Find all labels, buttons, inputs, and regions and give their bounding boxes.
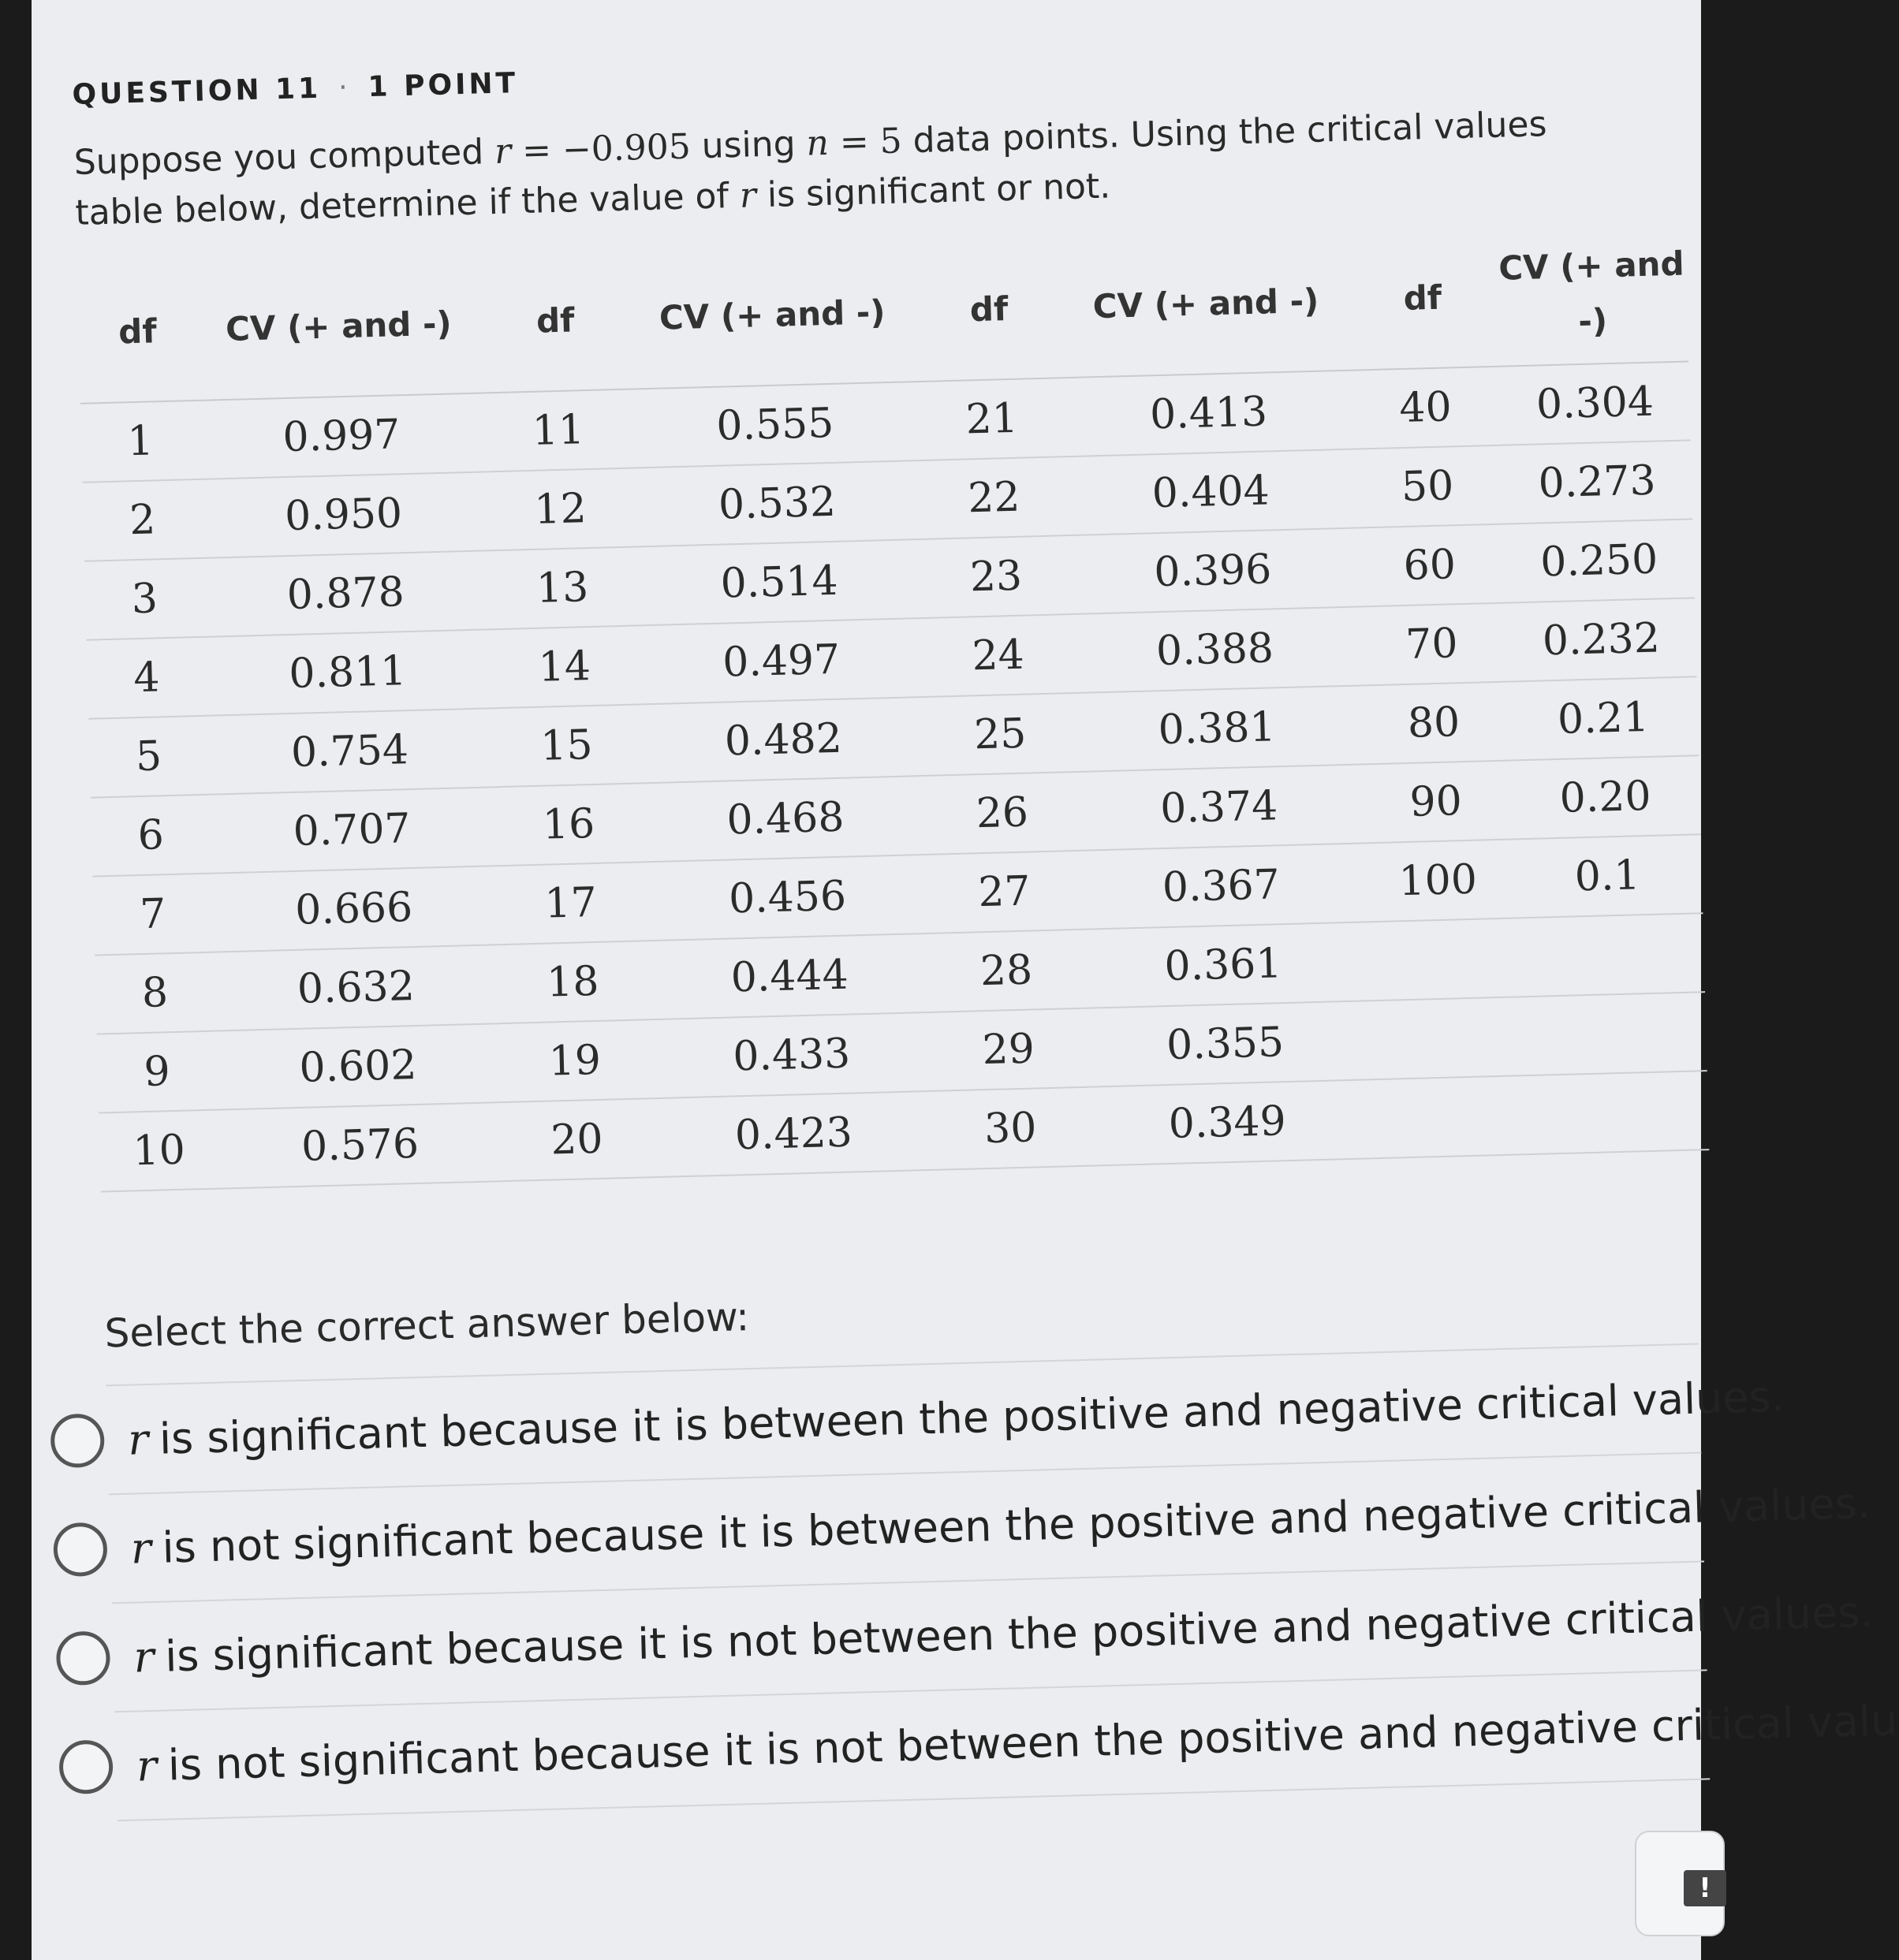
prompt-r-value: −0.905 — [561, 126, 692, 170]
df-cell — [1364, 918, 1517, 1000]
cv-cell: 0.388 — [1072, 607, 1357, 693]
df-cell: 3 — [84, 558, 205, 640]
prompt-text-3: data points. Using the critical values table below, determine if the value of — [74, 104, 1548, 233]
cv-cell: 0.361 — [1080, 922, 1366, 1008]
cv-cell: 0.602 — [215, 1023, 501, 1109]
answer-option-label: is significant because it is between the positive and negative critical values. — [159, 1371, 1785, 1464]
prompt-text-4: is significant or not. — [755, 166, 1111, 216]
cv-cell: 0.381 — [1074, 686, 1360, 772]
radio-button[interactable] — [53, 1522, 108, 1577]
cv-cell — [1516, 992, 1707, 1075]
question-page — [32, 0, 1898, 1960]
cv-cell: 0.404 — [1068, 449, 1353, 535]
feedback-button[interactable] — [1635, 1831, 1725, 1936]
cv-cell: 0.423 — [651, 1091, 936, 1177]
df-cell: 8 — [95, 952, 215, 1034]
prompt-n-variable: n — [805, 122, 830, 164]
cv-cell: 0.997 — [199, 393, 484, 479]
cv-cell: 0.374 — [1076, 765, 1361, 851]
cv-cell: 0.576 — [217, 1102, 502, 1188]
df-cell: 18 — [497, 941, 649, 1023]
cv-cell — [1518, 1071, 1710, 1154]
df-cell: 50 — [1352, 445, 1504, 528]
cv-cell: 0.21 — [1508, 676, 1699, 760]
answer-options — [106, 1345, 1898, 1822]
df-cell: 21 — [916, 378, 1068, 460]
cv-cell: 0.532 — [634, 460, 920, 546]
df-cell: 17 — [494, 862, 647, 945]
cv-cell: 0.482 — [640, 697, 926, 783]
header-separator: · — [338, 71, 352, 105]
prompt-text-2: using — [690, 123, 808, 167]
df-cell: 5 — [88, 716, 209, 798]
radio-button[interactable] — [56, 1630, 111, 1686]
cv-cell: 0.367 — [1078, 843, 1364, 929]
df-cell: 12 — [484, 468, 636, 550]
cv-cell: 0.444 — [647, 933, 932, 1019]
cv-cell: 0.754 — [207, 708, 492, 794]
cv-cell: 0.666 — [211, 866, 496, 952]
cv-cell: 0.396 — [1070, 528, 1356, 614]
df-cell: 28 — [931, 930, 1083, 1012]
question-prompt — [73, 98, 1614, 239]
df-cell: 100 — [1362, 840, 1514, 922]
df-cell: 29 — [932, 1008, 1084, 1091]
cv-cell: 0.514 — [636, 539, 922, 625]
cv-cell: 0.413 — [1065, 371, 1351, 456]
cv-cell: 0.304 — [1499, 361, 1691, 445]
question-number: QUESTION 11 — [72, 72, 322, 111]
column-header-df: df — [912, 237, 1066, 382]
df-cell — [1368, 1075, 1520, 1158]
critical-values-table — [76, 221, 1709, 1193]
answer-option-label: is not significant because it is not between the positive and negative critical valu — [167, 1694, 1898, 1790]
df-cell: 10 — [99, 1110, 219, 1192]
df-cell: 24 — [922, 614, 1074, 697]
df-cell: 19 — [499, 1019, 651, 1102]
cv-cell — [1514, 913, 1706, 997]
df-cell: 7 — [93, 874, 214, 956]
column-header-cv: CV (+ and -) — [629, 240, 916, 389]
cv-cell: 0.632 — [213, 945, 498, 1030]
cv-cell: 0.456 — [644, 855, 930, 941]
df-cell: 15 — [491, 704, 643, 787]
df-cell: 6 — [91, 795, 211, 877]
column-header-cv: CV (+ and -) — [1496, 221, 1689, 367]
df-cell: 2 — [82, 479, 203, 561]
df-cell: 20 — [501, 1098, 653, 1181]
prompt-r-variable-2: r — [739, 175, 757, 216]
df-cell — [1366, 997, 1518, 1079]
prompt-equals-2: = — [828, 121, 881, 163]
df-cell: 70 — [1356, 603, 1508, 686]
question-header — [72, 37, 1665, 111]
prompt-text-1: Suppose you computed — [73, 131, 495, 183]
cv-cell: 0.878 — [203, 550, 488, 636]
cv-cell: 0.20 — [1509, 755, 1701, 839]
df-cell: 14 — [489, 625, 641, 708]
answers-title: Select the correct answer below: — [104, 1269, 1699, 1387]
df-cell: 26 — [927, 772, 1079, 855]
cv-cell: 0.468 — [643, 776, 928, 862]
cv-cell: 0.433 — [649, 1012, 935, 1098]
df-cell: 11 — [483, 389, 635, 472]
df-cell: 60 — [1354, 524, 1506, 607]
cv-cell: 0.707 — [209, 787, 494, 873]
cv-cell: 0.811 — [205, 629, 491, 715]
df-cell: 80 — [1358, 682, 1510, 765]
column-header-df: df — [479, 248, 632, 393]
df-cell: 22 — [918, 456, 1070, 539]
cv-cell: 0.950 — [200, 471, 486, 557]
df-cell: 90 — [1360, 761, 1512, 844]
column-header-cv: CV (+ and -) — [195, 252, 483, 401]
answer-option-label: is significant because it is not between the positive and negative critical values. — [164, 1586, 1875, 1682]
df-cell: 1 — [80, 401, 201, 483]
answer-option-label: is not significant because it is between the positive and negative critical values. — [161, 1477, 1871, 1573]
column-header-cv: CV (+ and -) — [1062, 229, 1350, 378]
prompt-equals-1: = — [510, 129, 563, 172]
column-header-df: df — [76, 259, 199, 404]
column-header-df: df — [1346, 225, 1500, 371]
df-cell: 9 — [97, 1031, 218, 1113]
df-cell: 25 — [924, 693, 1076, 776]
table-body — [80, 361, 1709, 1191]
answer-r-variable: r — [127, 1414, 149, 1465]
answer-r-variable: r — [136, 1740, 158, 1791]
question-content — [71, 6, 1898, 1821]
cv-cell: 0.355 — [1082, 1000, 1367, 1086]
df-cell: 27 — [928, 851, 1080, 933]
df-cell: 13 — [487, 546, 639, 629]
cv-cell: 0.232 — [1505, 598, 1697, 681]
df-cell: 4 — [87, 637, 207, 719]
df-cell: 30 — [935, 1087, 1087, 1170]
cv-cell: 0.349 — [1084, 1079, 1370, 1165]
prompt-n-value: 5 — [879, 121, 903, 162]
df-cell: 23 — [920, 535, 1073, 618]
df-cell: 40 — [1349, 367, 1502, 449]
cv-cell: 0.250 — [1503, 519, 1695, 602]
cv-cell: 0.555 — [632, 382, 918, 468]
question-points: 1 POINT — [367, 67, 519, 104]
prompt-r-variable: r — [494, 131, 512, 172]
radio-button[interactable] — [50, 1414, 105, 1469]
answer-r-variable: r — [132, 1631, 155, 1682]
radio-button[interactable] — [58, 1739, 114, 1794]
answer-r-variable: r — [130, 1522, 152, 1574]
cv-cell: 0.497 — [638, 618, 923, 704]
cv-cell: 0.1 — [1512, 834, 1703, 918]
df-cell: 16 — [493, 783, 645, 866]
feedback-icon: ! — [1684, 1870, 1726, 1906]
cv-cell: 0.273 — [1502, 440, 1693, 524]
